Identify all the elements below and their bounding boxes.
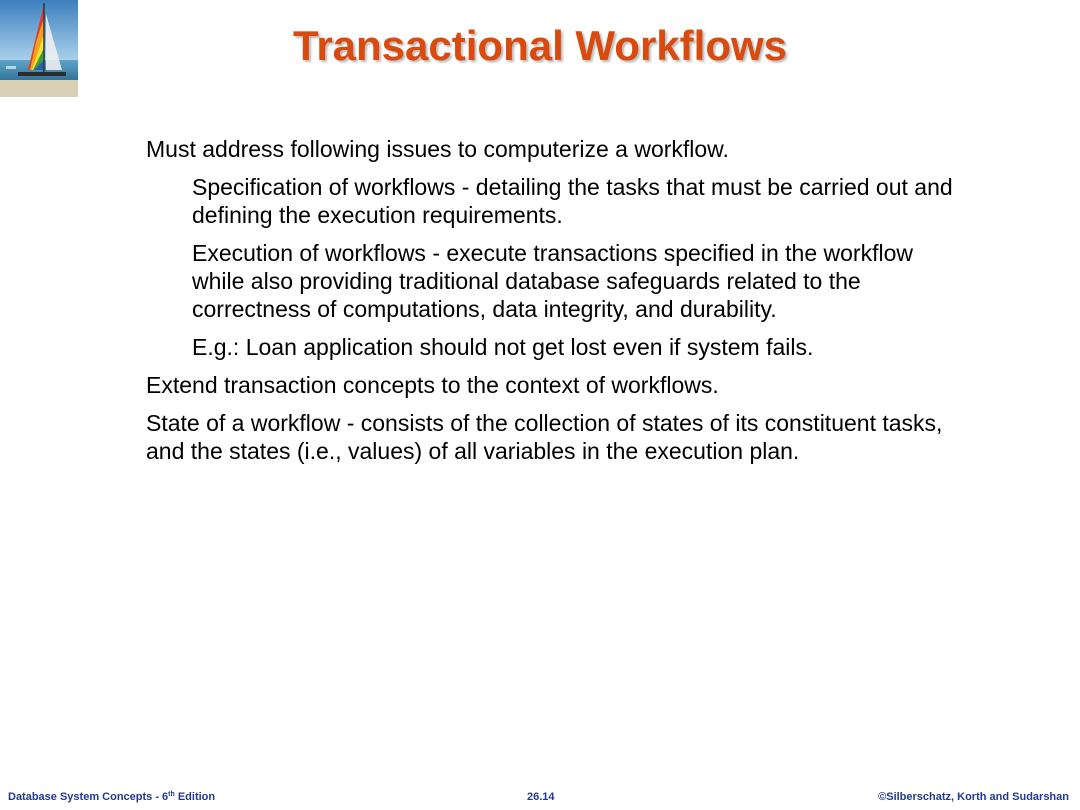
bullet-point: State of a workflow - consists of the collection of states of its constituent tasks, and the states (i.e., values) of all variables in the execution plan. (146, 410, 943, 464)
page-number: 26.14 (527, 791, 555, 803)
slide-body (146, 135, 966, 475)
slide-title: Transactional Workflows (292, 22, 787, 69)
footer-book-title: Database System Concepts - 6th Edition (8, 791, 216, 803)
sub-bullet-point: Specification of workflows - detailing the tasks that must be carried out and defining the execution requirements. (192, 174, 953, 228)
bullet-point: Extend transaction concepts to the context of workflows. (146, 372, 719, 398)
slide-footer (0, 789, 1080, 805)
sub-bullet-point: Execution of workflows - execute transactions specified in the workflow while also providing traditional database safeguards related to the correctness of computations, data integrity, and durability. (192, 240, 913, 322)
footer-copyright: ©Silberschatz, Korth and Sudarshan (878, 791, 1069, 803)
sub-bullet-point: E.g.: Loan application should not get lost even if system fails. (192, 334, 814, 360)
bullet-point: Must address following issues to computerize a workflow. (146, 136, 729, 162)
